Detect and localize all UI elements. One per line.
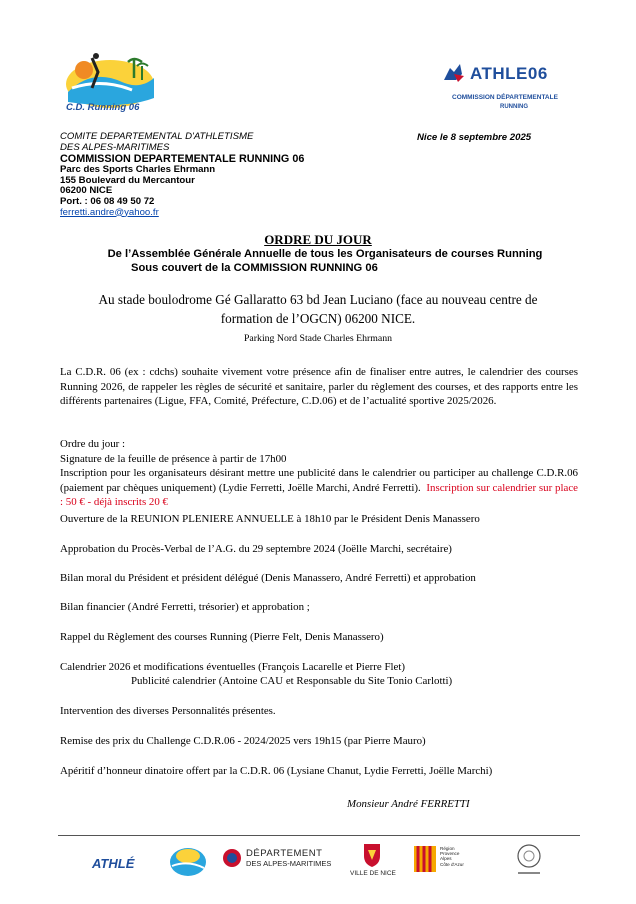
intro-paragraph: La C.D.R. 06 (ex : cdchs) souhaite vivement votre présence afin de finaliser entre autres, le calendrier des courses Running 2026, de rappeler les règles de sécurité et sanitaire, parler du règlement des courses, et des rapports entre les différents partenaires (Ligue, FFA, Comité, Préfecture, C.D.06) et de l’actualité sportive 2025/2026. — [60, 366, 578, 407]
sender-line-3: COMMISSION DEPARTEMENTALE RUNNING 06 — [60, 153, 305, 166]
agenda-item: Intervention des diverses Personnalités présentes. — [60, 705, 276, 717]
sender-line-2: DES ALPES-MARITIMES — [60, 141, 170, 153]
letter-date: Nice le 8 septembre 2025 — [417, 132, 532, 143]
agenda-signature: Signature de la feuille de présence à partir de 17h00 — [60, 453, 287, 465]
agenda-item: Remise des prix du Challenge C.D.R.06 - 2024/2025 vers 19h15 (par Pierre Mauro) — [60, 735, 426, 747]
region-flag-icon — [414, 846, 436, 872]
athle06-logo — [440, 58, 570, 118]
venue-line-2: formation de l’OGCN) 06200 NICE. — [220, 311, 416, 326]
agenda-item: Rappel du Règlement des courses Running (Pierre Felt, Denis Manassero) — [60, 631, 384, 643]
inscription-text: Inscription pour les organisateurs désirant mettre une publicité dans le calendrier ou participer au challenge C.D.R.06 (paiement par chèques uniquement) (Lydie Ferretti, Joëlle Marchi, André Ferretti). — [60, 467, 578, 494]
agenda-item: Bilan moral du Président et président délégué (Denis Manassero, André Ferretti) et approbation — [60, 572, 476, 584]
athle-footer-text: ATHLÉ — [92, 856, 135, 871]
athle06-text: ATHLE06 — [470, 64, 548, 83]
agenda-opening: Ouverture de la REUNION PLENIERE ANNUELLE à 18h10 par le Président Denis Manassero — [60, 513, 480, 525]
sender-phone: Port. : 06 08 49 50 72 — [60, 195, 155, 207]
agenda-inscription — [60, 466, 578, 510]
ville-de-nice-logo — [350, 842, 394, 882]
agenda-item: Apéritif d’honneur dinatoire offert par la C.D.R. 06 (Lysiane Chanut, Lydie Ferretti, Joëlle Marchi) — [60, 765, 493, 777]
nice-crest-icon — [362, 842, 382, 868]
agenda-item: Approbation du Procès-Verbal de l’A.G. du 29 septembre 2024 (Joëlle Marchi, secrétaire) — [60, 543, 452, 555]
cdr-footer-logo — [168, 842, 208, 882]
nice-text: VILLE DE NICE — [350, 870, 396, 877]
cdr-running-logo — [62, 48, 158, 120]
agenda-label: Ordre du jour : — [60, 438, 126, 450]
region-text-2: Provence — [440, 851, 460, 857]
parking-note: Parking Nord Stade Charles Ehrmann — [243, 333, 392, 344]
page-title: ORDRE DU JOUR — [264, 232, 372, 247]
region-text-3: Alpes — [440, 856, 452, 862]
departement-text-1: DÉPARTEMENT — [246, 848, 323, 859]
sender-line-5: 155 Boulevard du Mercantour — [60, 174, 195, 186]
sender-block — [60, 132, 360, 218]
sender-email-link[interactable]: ferretti.andre@yahoo.fr — [60, 206, 159, 218]
cdr-logo-text: C.D. Running 06 — [66, 102, 140, 113]
venue-line-1: Au stade boulodrome Gé Gallaratto 63 bd Jean Luciano (face au nouveau centre de — [98, 292, 538, 307]
departement-logo — [222, 846, 332, 886]
subtitle-2: Sous couvert de la COMMISSION RUNNING 06 — [131, 262, 378, 274]
sender-line-1: COMITE DEPARTEMENTAL D'ATHLETISME — [60, 131, 254, 142]
agenda-item: Calendrier 2026 et modifications éventuelles (François Lacarelle et Pierre Flet) — [60, 661, 406, 673]
region-text-4: Côte d'Azur — [440, 861, 464, 867]
departement-emblem-icon — [222, 848, 242, 868]
agenda-subitem: Publicité calendrier (Antoine CAU et Responsable du Site Tonio Carlotti) — [131, 675, 453, 687]
athle-footer-logo — [92, 856, 134, 896]
rooster-icon — [440, 62, 466, 84]
agenda-item: Bilan financier (André Ferretti, trésorier) et approbation ; — [60, 601, 310, 613]
signature: Monsieur André FERRETTI — [347, 798, 470, 810]
region-text — [440, 846, 464, 867]
inscription-price-text: Inscription sur calendrier sur place : 50 € - déjà inscrits 20 € — [60, 481, 578, 508]
olympic-committee-logo — [512, 842, 546, 882]
region-text-1: Région — [440, 846, 455, 851]
region-logo — [414, 846, 474, 886]
subtitle-1: De l’Assemblée Générale Annuelle de tous les Organisateurs de courses Running — [107, 248, 543, 260]
sender-line-4: Parc des Sports Charles Ehrmann — [60, 164, 216, 176]
footer-divider — [58, 835, 580, 836]
athle06-sub1: COMMISSION DÉPARTEMENTALE — [452, 94, 558, 101]
athle06-sub2: RUNNING — [500, 104, 528, 110]
departement-text-2: DES ALPES-MARITIMES — [246, 859, 332, 868]
sender-line-6: 06200 NICE — [60, 185, 113, 197]
